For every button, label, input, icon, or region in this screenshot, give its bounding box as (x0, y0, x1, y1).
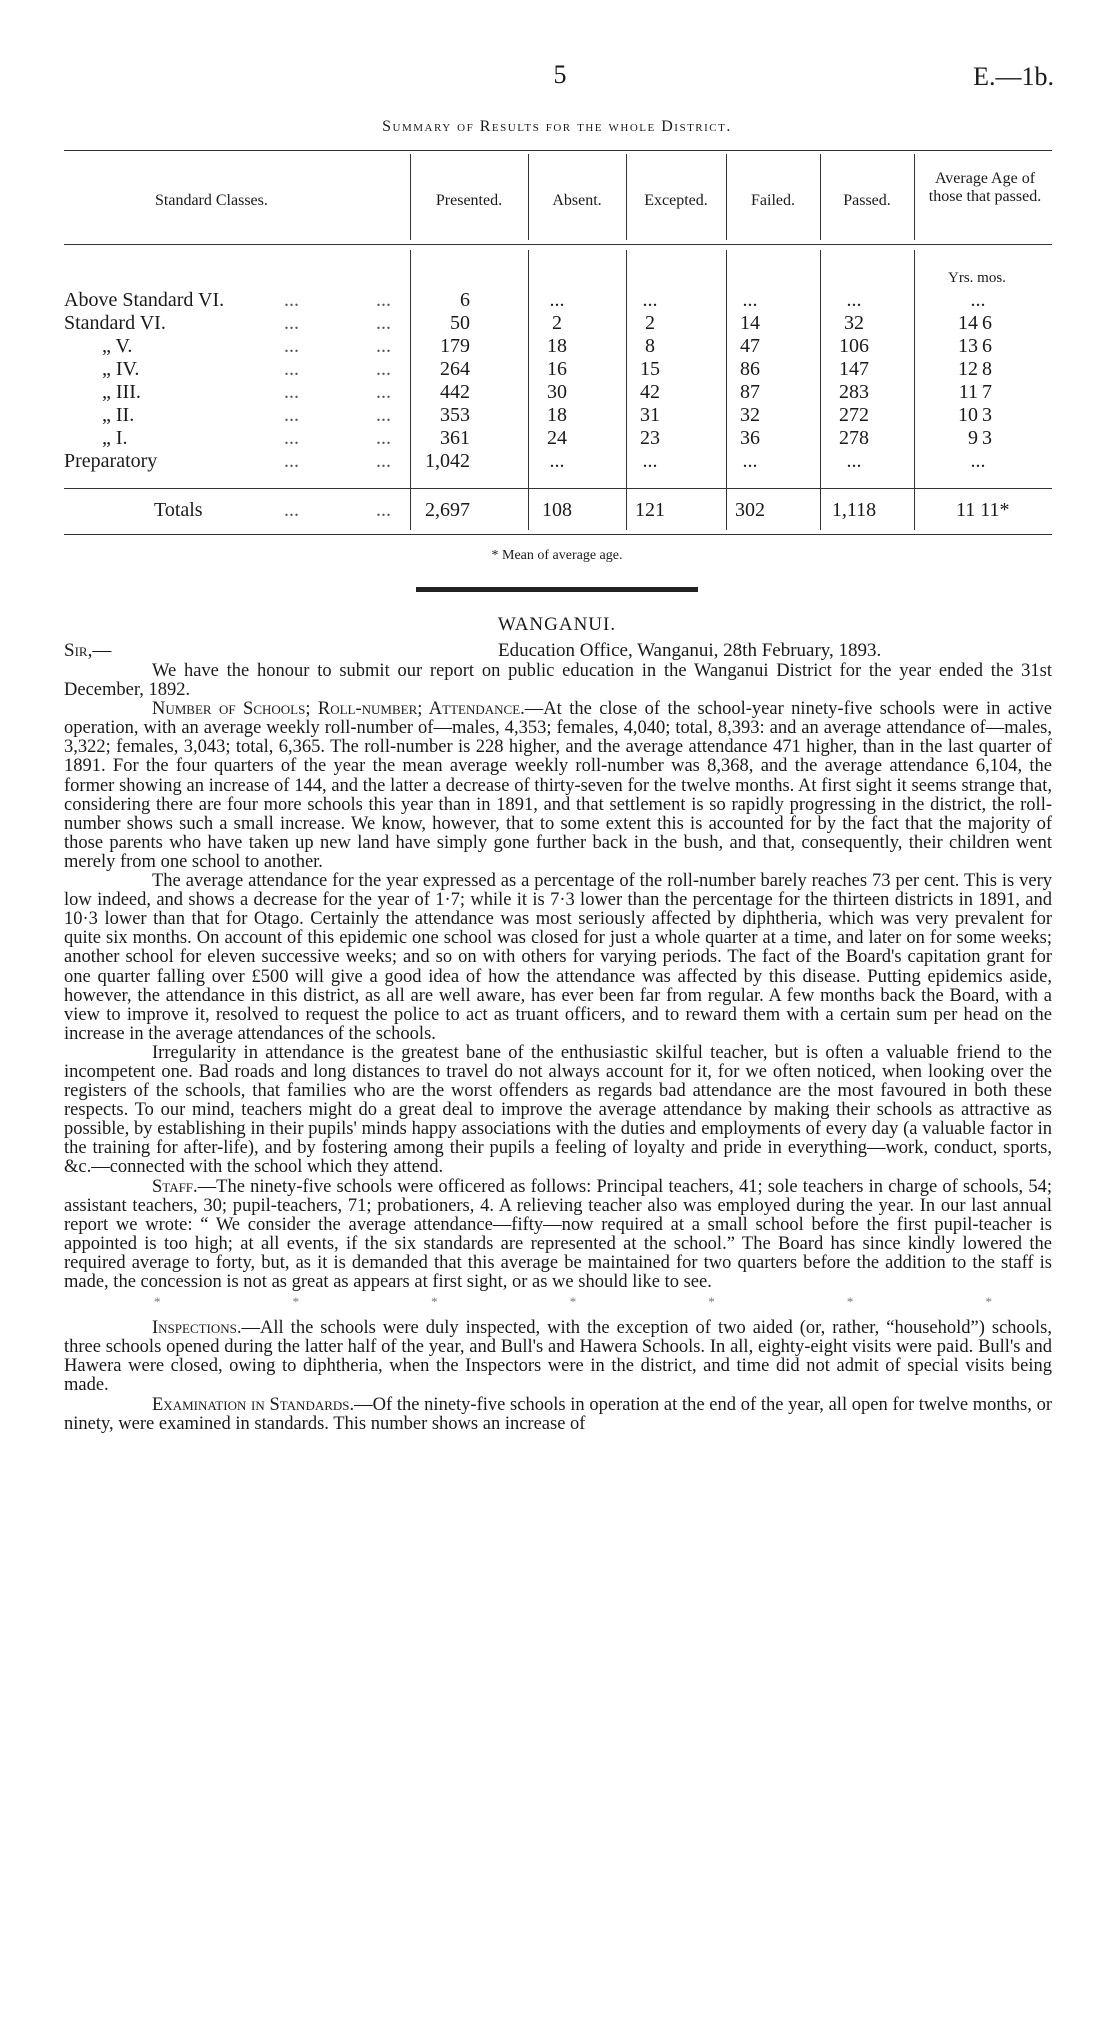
cell-presented: 6 (460, 289, 470, 311)
table-footnote: * Mean of average age. (491, 548, 623, 563)
row-label: Preparatory (64, 450, 158, 472)
table-bottom-rule (64, 534, 1052, 535)
cell-failed: 87 (740, 381, 760, 403)
table-row (64, 335, 1052, 358)
cell-absent: 18 (547, 335, 567, 357)
row-label: Standard VI. (64, 312, 166, 334)
header-standard-classes: Standard Classes. (155, 192, 268, 209)
asterisk: * (292, 1294, 300, 1310)
paragraph-text: —Of the ninety-five schools in operation at the end of the year, all open for twelve months, or ninety, were examined in standards. This number shows an increase of (64, 1394, 1052, 1434)
table-row (64, 450, 1052, 473)
leader-dots: ... (376, 381, 391, 403)
leader-dots: ... (376, 289, 391, 311)
asterisk: * (708, 1294, 715, 1310)
header-absent: Absent. (552, 192, 602, 209)
cell-failed: ... (742, 450, 758, 472)
cell-age-months: 3 (982, 404, 992, 426)
cell-presented: 179 (440, 335, 470, 357)
age-units: Yrs. mos. (948, 270, 1006, 286)
cell-failed: 32 (740, 404, 760, 426)
row-label: „ IV. (102, 358, 140, 380)
asterisk: * (431, 1294, 438, 1310)
cell-age-months: 6 (982, 335, 992, 357)
totals-label: Totals (154, 499, 203, 521)
cell-excepted: ... (642, 450, 658, 472)
cell-excepted: 2 (645, 312, 655, 334)
table-row (64, 289, 1052, 312)
cell-age-years: 14 (958, 312, 978, 334)
leader-dots: ... (284, 404, 299, 426)
leader-dots: ... (376, 312, 391, 334)
row-label: „ II. (102, 404, 135, 426)
cell-excepted: 23 (640, 427, 660, 449)
header-average-age: Average Age of those that passed. (928, 170, 1042, 205)
table-header-rule (64, 244, 1052, 245)
paragraph-heading: Number of Schools; Roll-number; Attendance. (152, 699, 525, 720)
totals-row (64, 499, 1052, 522)
cell-passed: ... (846, 450, 862, 472)
leader-dots: ... (376, 358, 391, 380)
table-totals-rule (64, 488, 1052, 489)
table-row (64, 358, 1052, 381)
leader-dots: ... (284, 358, 299, 380)
cell-excepted: 31 (640, 404, 660, 426)
paragraph-text: —At the close of the school-year ninety-five schools were in active operation, with an average weekly roll-number of—males, 4,353; females, 4,040; total, 8,393: and an average attendance of—males, 3,322; females, 3,043; total, 6,365. The roll-number is 228 higher, and the average attendance 471 higher, than in the last quarter of 1891. For the four quarters of the year the mean average weekly roll-number was 8,368, and the average attendance 6,104, the former showing an increase of 144, and the latter a decrease of thirty-seven for the twelve months. At first sight it seems strange that, considering there are four more schools this year than in 1891, and that settlement is so rapidly progressing in the district, the roll-number shows such a small increase. We know, however, that to some extent this is accounted for by the fact that the majority of those parents who have taken up new land have simply gone further back in the bush, and that, consequently, their children went merely from one school to another. (64, 699, 1052, 872)
leader-dots: ... (284, 427, 299, 449)
paragraph-heading: Inspections. (152, 1318, 242, 1339)
total-passed: 1,118 (831, 499, 877, 521)
cell-excepted: 15 (640, 358, 660, 380)
document-reference: E.—1b. (973, 62, 1054, 91)
paragraph-examination (64, 1396, 1052, 1434)
table-row (64, 427, 1052, 450)
row-label: „ I. (102, 427, 128, 449)
cell-age-months: 7 (982, 381, 992, 403)
cell-failed: 86 (740, 358, 760, 380)
asterisk: * (569, 1294, 577, 1310)
cell-age-years: 11 (958, 381, 978, 403)
leader-dots: ... (284, 289, 299, 311)
cell-absent: 16 (547, 358, 567, 380)
cell-age-years: 10 (958, 404, 978, 426)
header-presented: Presented. (435, 192, 503, 209)
cell-passed: 278 (839, 427, 869, 449)
leader-dots: ... (284, 335, 299, 357)
cell-presented: 50 (450, 312, 470, 334)
section-heading: WANGANUI. (497, 614, 617, 635)
table-title: Summary of Results for the whole District. (382, 118, 732, 135)
cell-presented: 353 (440, 404, 470, 426)
paragraph-irregularity: Irregularity in attendance is the greatest bane of the enthusiastic skilful teacher, but is often a valuable friend to the incompetent one. Bad roads and long distances to travel do not always account for it, for we often noticed, when looking over the registers of the schools, that families who are the worst offenders as regards bad attendance are the most favoured in both these respects. To our mind, teachers might do a great deal to improve the average attendance by making their schools as attractive as possible, by establishing in their pupils' minds happy associations with the duties and employments of every day (a valuable factor in the training for after-life), and by fostering among their pupils a feeling of loyalty and pride in everything—work, conduct, sports, &c.—connected with the school which they attend. (64, 1042, 1052, 1178)
cell-presented: 1,042 (425, 450, 470, 472)
leader-dots: ... (284, 312, 299, 334)
table-row (64, 404, 1052, 427)
cell-absent: 2 (552, 312, 562, 334)
cell-age-years: 12 (958, 358, 978, 380)
cell-age-years: 9 (968, 427, 978, 449)
salutation-text: Sir,— (64, 640, 112, 661)
cell-presented: 361 (440, 427, 470, 449)
leader-dots: ... (284, 450, 299, 472)
paragraph-intro: We have the honour to submit our report on public education in the Wanganui District for the year ended the 31st December, 1892. (64, 661, 1052, 701)
cell-excepted: ... (642, 289, 658, 311)
section-separator (416, 587, 698, 592)
cell-absent: ... (549, 450, 565, 472)
report-body (64, 662, 1052, 1434)
row-label: „ V. (102, 335, 133, 357)
total-absent: 108 (542, 499, 572, 521)
leader-dots: ... (376, 335, 391, 357)
leader-dots: ... (284, 499, 299, 521)
table-top-rule (64, 150, 1052, 151)
asterisk: * (985, 1294, 992, 1310)
cell-presented: 264 (440, 358, 470, 380)
paragraph-heading: Examination in Standards. (152, 1394, 355, 1415)
asterisk: * (154, 1294, 161, 1310)
cell-absent: 24 (547, 427, 567, 449)
cell-passed: 283 (839, 381, 869, 403)
total-failed: 302 (735, 499, 765, 521)
leader-dots: ... (284, 381, 299, 403)
cell-age-years: 13 (958, 335, 978, 357)
asterisk: * (846, 1294, 854, 1310)
page-number: 5 (553, 60, 567, 89)
header-failed: Failed. (751, 192, 795, 209)
cell-absent: 18 (547, 404, 567, 426)
header-passed: Passed. (843, 192, 891, 209)
cell-failed: 36 (740, 427, 760, 449)
column-divider (914, 154, 915, 240)
header-excepted: Excepted. (644, 192, 708, 209)
cell-failed: ... (742, 289, 758, 311)
cell-absent: 30 (547, 381, 567, 403)
table-row (64, 312, 1052, 335)
salutation (64, 640, 111, 662)
cell-age-months: 6 (982, 312, 992, 334)
cell-age-months: 3 (982, 427, 992, 449)
cell-failed: 47 (740, 335, 760, 357)
total-excepted: 121 (635, 499, 665, 521)
leader-dots: ... (376, 450, 391, 472)
cell-passed: 32 (844, 312, 864, 334)
cell-excepted: 8 (645, 335, 655, 357)
cell-excepted: 42 (640, 381, 660, 403)
paragraph-text: —All the schools were duly inspected, with the exception of two aided (or, rather, “household”) schools, three schools opened during the latter half of the year, and Bull's and Hawera Schools. In all, eighty-eight visits were paid. Bull's and Hawera were closed, owing to diphtheria, when the Inspectors were in the district, and time did not admit of special visits being made. (64, 1318, 1052, 1396)
leader-dots: ... (376, 404, 391, 426)
cell-passed: 272 (839, 404, 869, 426)
cell-passed: 106 (839, 335, 869, 357)
omission-asterisks (64, 1292, 1052, 1311)
cell-age-months: 8 (982, 358, 992, 380)
paragraph-text: —The ninety-five schools were officered as follows: Principal teachers, 41; sole teachers in charge of schools, 54; assistant teachers, 30; pupil-teachers, 71; probationers, 4. A relieving teacher also was employed during the year. In our last annual report we wrote: “ We consider the average attendance—fifty—now required at a small school before the first pupil-teacher is appointed is too high; at all events, if the six standards are represented at the school.” The Board has since kindly lowered the required average to forty, but, as it is demanded that this average be maintained for two quarters before the addition to the staff is made, the concession is not as great as appears at first sight, or as we should like to see. (64, 1176, 1052, 1292)
cell-passed: ... (846, 289, 862, 311)
cell-age: ... (970, 289, 986, 311)
row-label: Above Standard VI. (64, 289, 225, 311)
cell-absent: ... (549, 289, 565, 311)
cell-presented: 442 (440, 381, 470, 403)
row-label: „ III. (102, 381, 141, 403)
paragraph-staff (64, 1178, 1052, 1293)
dateline: Education Office, Wanganui, 28th February, 1893. (498, 640, 882, 661)
paragraph-roll-number (64, 700, 1052, 872)
cell-age: ... (970, 450, 986, 472)
table-row (64, 381, 1052, 404)
paragraph-inspections (64, 1319, 1052, 1395)
paragraph-heading: Staff. (152, 1176, 198, 1197)
total-presented: 2,697 (425, 499, 470, 521)
leader-dots: ... (376, 427, 391, 449)
cell-failed: 14 (740, 312, 760, 334)
paragraph-attendance: The average attendance for the year expressed as a percentage of the roll-number barely reaches 73 per cent. This is very low indeed, and shows a decrease for the year of 1·7; while it is 7·3 lower than the percentage for the thirteen districts in 1891, and 10·3 lower than that for Otago. Certainly the attendance was most seriously affected by diphtheria, which was very prevalent for quite six months. On account of this epidemic one school was closed for just a whole quarter at a time, and later on for some weeks; another school for eleven successive weeks; and so on with others for varying periods. The fact of the Board's capitation grant for one quarter falling over £500 will give a good idea of how the attendance was affected by this disease. Putting epidemics aside, however, the attendance in this district, as all are well aware, has ever been far from regular. A few months back the Board, with a view to improve it, resolved to request the police to act as truant officers, and to reward them with a certain sum per head on the increase in the average attendances of the schools. (64, 871, 1052, 1044)
leader-dots: ... (376, 499, 391, 521)
cell-passed: 147 (839, 358, 869, 380)
total-average-age: 11 11* (956, 499, 1010, 521)
